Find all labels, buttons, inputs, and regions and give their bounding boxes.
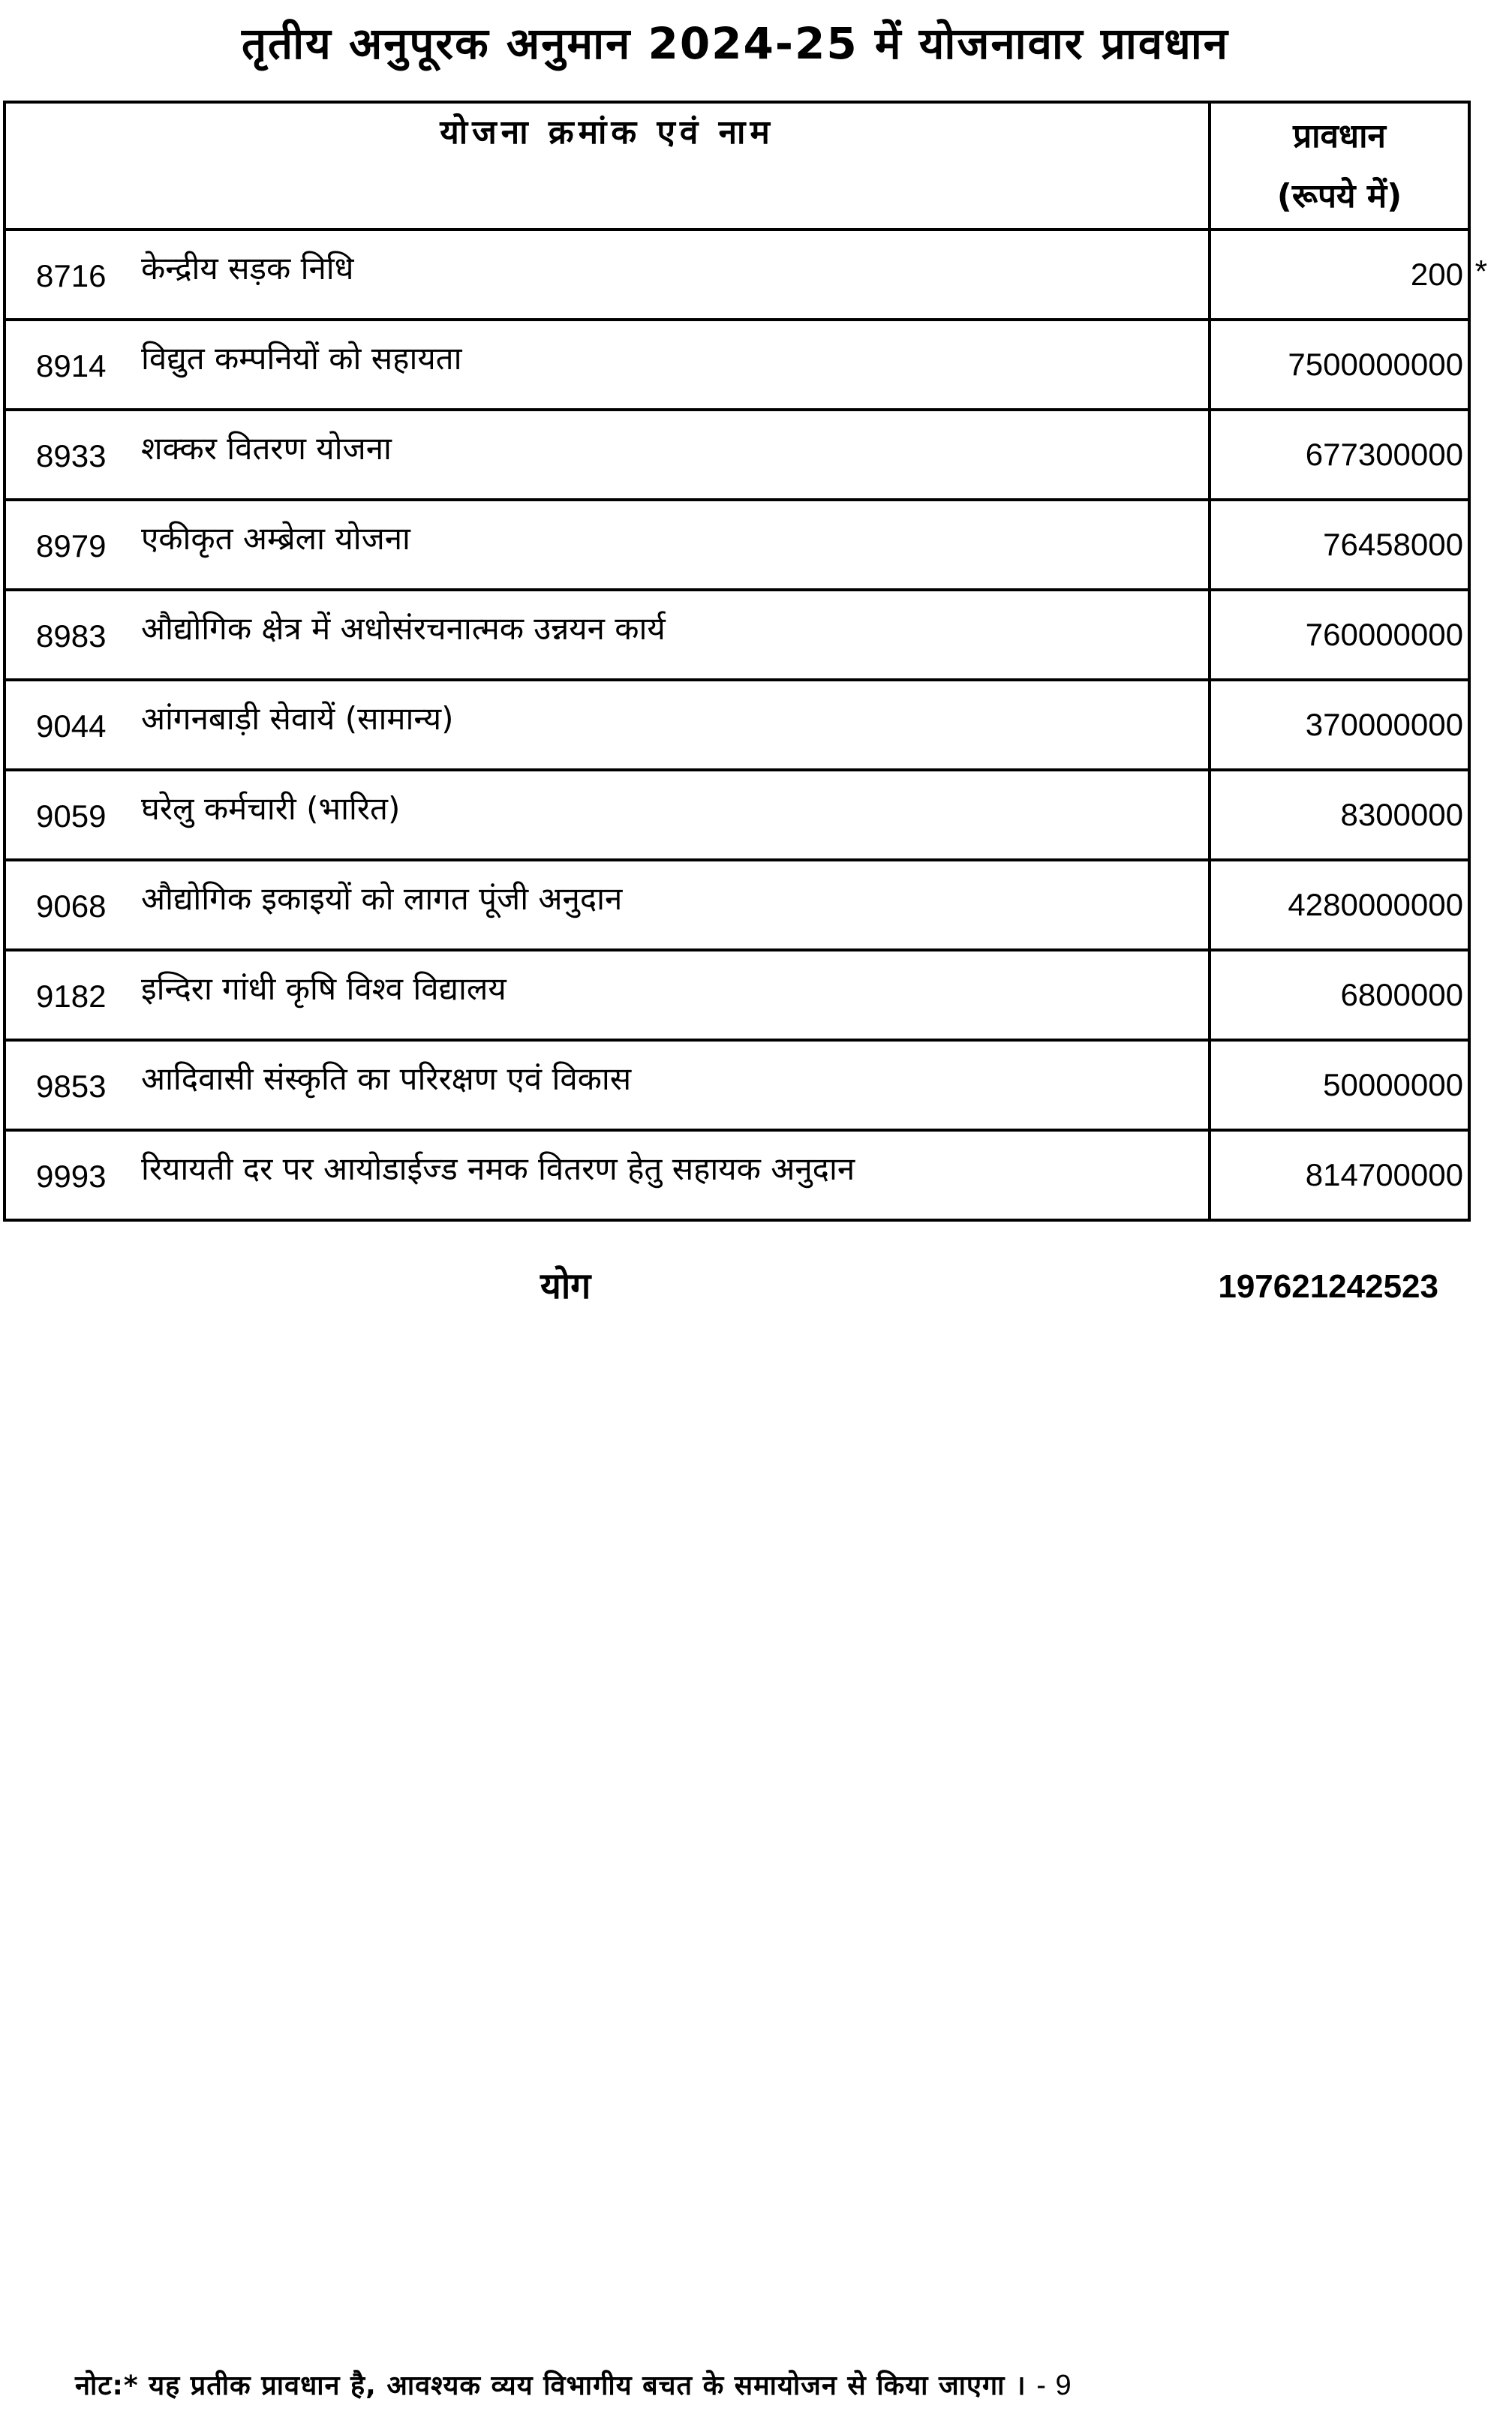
- symbolic-provision-mark: *: [1474, 254, 1487, 289]
- amount-cell: [1210, 590, 1469, 680]
- amount-header-line2: (रूपये में): [1276, 177, 1402, 215]
- scheme-code: 9059: [36, 798, 107, 834]
- table-row: [5, 680, 1469, 770]
- amount-value: 7500000000: [1288, 347, 1463, 382]
- scheme-code: 9993: [36, 1158, 107, 1194]
- scheme-name: आंगनबाड़ी सेवायें (सामान्य): [141, 699, 454, 737]
- scheme-cell: [5, 590, 1210, 680]
- table-row: [5, 500, 1469, 590]
- amount-cell: [1210, 950, 1469, 1040]
- scheme-name: घरेलु कर्मचारी (भारित): [141, 789, 401, 827]
- scheme-code: 9853: [36, 1068, 107, 1104]
- amount-column-header: [1210, 102, 1469, 230]
- scheme-name: रियायती दर पर आयोडाईज्ड नमक वितरण हेतु सहायक अनुदान: [141, 1150, 855, 1187]
- scheme-name: औद्योगिक क्षेत्र में अधोसंरचनात्मक उन्नयन कार्य: [141, 609, 666, 647]
- scheme-cell: [5, 950, 1210, 1040]
- scheme-name: केन्द्रीय सड़क निधि: [141, 249, 354, 287]
- amount-value: 677300000: [1305, 437, 1463, 472]
- amount-cell: [1210, 860, 1469, 950]
- amount-value: 6800000: [1340, 977, 1463, 1012]
- scheme-name: आदिवासी संस्कृति का परिरक्षण एवं विकास: [141, 1060, 632, 1097]
- total-label: योग: [540, 1265, 591, 1307]
- amount-value: 50000000: [1323, 1067, 1463, 1102]
- table-row: [5, 770, 1469, 860]
- amount-value: 76458000: [1323, 527, 1463, 562]
- scheme-cell: [5, 860, 1210, 950]
- scheme-code: 8933: [36, 437, 107, 473]
- amount-cell: [1210, 230, 1487, 320]
- table-header-row: [5, 102, 1469, 230]
- scheme-cell: [5, 320, 1210, 410]
- amount-cell: [1210, 770, 1469, 860]
- scheme-cell: [5, 1130, 1210, 1220]
- amount-cell: [1210, 1040, 1469, 1130]
- scheme-cell: [5, 230, 1210, 320]
- scheme-cell: [5, 680, 1210, 770]
- table-row: [5, 1040, 1469, 1130]
- page-title: तृतीय अनुपूरक अनुमान 2024-25 में योजनावार प्रावधान: [242, 18, 1229, 69]
- table-row: [5, 410, 1469, 500]
- table-row: [5, 320, 1469, 410]
- amount-cell: [1210, 320, 1469, 410]
- amount-cell: [1210, 410, 1469, 500]
- amount-value: 4280000000: [1288, 887, 1463, 922]
- scheme-code: 9182: [36, 978, 107, 1014]
- amount-value: 370000000: [1305, 707, 1463, 742]
- scheme-name: विद्युत कम्पनियों को सहायता: [141, 339, 462, 377]
- scheme-cell: [5, 410, 1210, 500]
- scheme-name: औद्योगिक इकाइयों को लागत पूंजी अनुदान: [141, 879, 623, 917]
- scheme-cell: [5, 1040, 1210, 1130]
- table-row: [5, 950, 1469, 1040]
- scheme-code: 9068: [36, 888, 107, 924]
- scheme-cell: [5, 500, 1210, 590]
- amount-value: 200: [1410, 257, 1463, 292]
- scheme-code: 8979: [36, 528, 107, 564]
- table-row: [5, 230, 1469, 320]
- scheme-code: 9044: [36, 708, 107, 744]
- amount-cell: [1210, 1130, 1469, 1220]
- amount-value: 8300000: [1340, 797, 1463, 832]
- scheme-code: 8716: [36, 257, 107, 293]
- scheme-code: 8983: [36, 618, 107, 654]
- total-value: 197621242523: [1218, 1268, 1438, 1305]
- amount-value: 760000000: [1305, 617, 1463, 652]
- scheme-cell: [5, 770, 1210, 860]
- table-row: [5, 1130, 1469, 1220]
- scheme-provision-table: [3, 101, 1487, 1222]
- amount-cell: [1210, 500, 1469, 590]
- scheme-column-header: योजना क्रमांक एवं नाम: [5, 102, 1210, 230]
- table-row: [5, 590, 1469, 680]
- amount-cell: [1210, 680, 1469, 770]
- scheme-code: 8914: [36, 347, 107, 383]
- footnote: [75, 2366, 1426, 2403]
- page-number: - 9: [1036, 2370, 1072, 2401]
- footnote-text: नोट:* यह प्रतीक प्रावधान है, आवश्यक व्यय विभागीय बचत के समायोजन से किया जाएगा ।: [75, 2370, 1027, 2401]
- scheme-name: शक्कर वितरण योजना: [141, 429, 392, 467]
- table-row: [5, 860, 1469, 950]
- amount-header-line1: प्रावधान: [1293, 117, 1386, 155]
- scheme-name: एकीकृत अम्ब्रेला योजना: [141, 519, 410, 557]
- amount-value: 814700000: [1305, 1157, 1463, 1192]
- table-body: [5, 230, 1487, 1220]
- scheme-name: इन्दिरा गांधी कृषि विश्व विद्यालय: [141, 970, 507, 1007]
